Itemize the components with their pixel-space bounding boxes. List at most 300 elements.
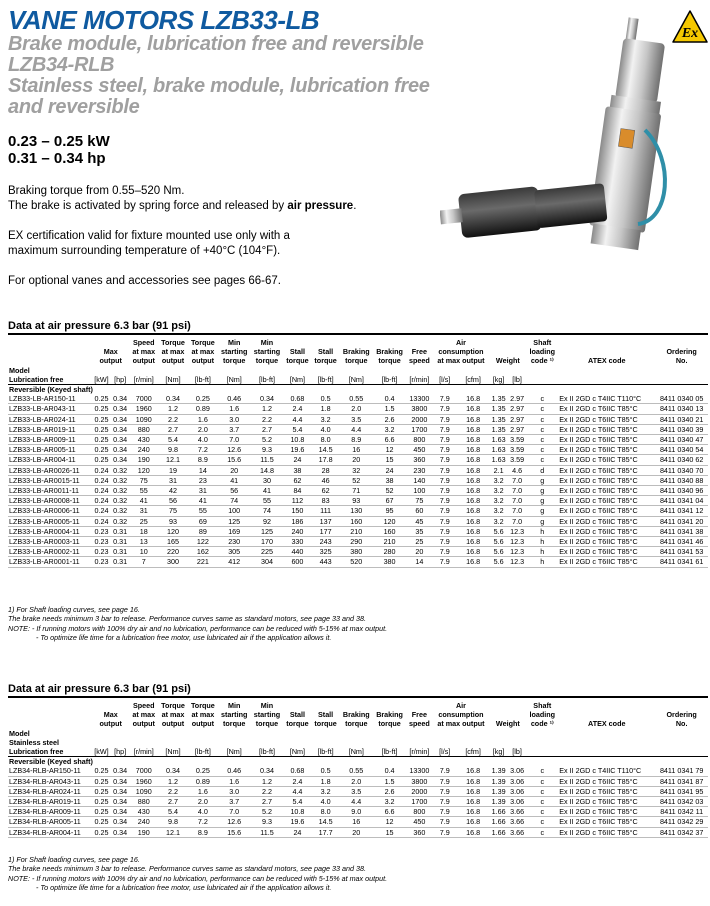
col-braking-lbft: Braking torque [376,347,403,366]
table-cell: 111 [312,506,340,516]
table-cell: LZB33-LB-AR0026-11 [8,465,92,475]
note-lubricated-air: - To optimize life time for a lubrication free motor, use lubricated air if the application allows it. [36,633,332,643]
table-cell: 16.8 [457,537,489,547]
table-cell: c [526,797,558,807]
table-cell: 7.9 [433,424,457,434]
table-cell: 23 [188,475,218,485]
table-cell: 12 [373,817,406,827]
table-cell: 8411 0341 95 [655,786,708,796]
table-cell: 3.2 [312,414,340,424]
table-cell: 16.8 [457,506,489,516]
table-cell: 55 [188,506,218,516]
table-cell: LZB33-LB-AR043-11 [8,404,92,414]
table-row [8,547,708,557]
table-cell: 190 [129,827,158,837]
col-free-speed: Free speed [408,347,430,366]
table-cell: 3.2 [489,486,508,496]
table-cell: 2.7 [251,797,284,807]
table-cell: 25 [129,516,158,526]
table-cell: 1.6 [188,786,218,796]
table-cell: 0.34 [111,797,130,807]
table-cell: 41 [129,496,158,506]
table-cell: 4.4 [283,786,311,796]
col-atex: ATEX code [588,719,626,729]
table-cell: 0.34 [111,807,130,817]
table-cell: 1090 [129,786,158,796]
table-cell: 0.31 [111,557,130,567]
col-max-output: Max output [99,710,122,729]
table-cell: 2.0 [188,424,218,434]
table-cell: 5.2 [251,435,284,445]
table-cell: 0.24 [92,486,111,496]
table-cell: 5.6 [489,547,508,557]
table-cell: c [526,455,558,465]
table-cell: Ex II 2GD c T6IIC T85°C [558,475,655,485]
table-cell: 7.9 [433,786,457,796]
table-cell: 16.8 [457,807,489,817]
table1-units-row: Model Lubrication free [kW] [hp] [r/min] [Nm] [lb-ft] [Nm] [lb-ft] [Nm] [lb-ft] [Nm] [lb-ft] [r/min] [l/s] [cfm] [kg] [lb] [8,366,708,385]
table-cell: 3.2 [312,786,340,796]
table-cell: 7.9 [433,486,457,496]
table-cell: 0.24 [92,475,111,485]
table-cell: 240 [283,526,311,536]
table-cell: 3800 [406,404,432,414]
table-cell: 0.25 [92,776,111,786]
description-accessories: For optional vanes and accessories see pages 66-67. [8,275,281,287]
table-cell: 0.23 [92,537,111,547]
table-cell: 0.25 [92,797,111,807]
table-cell: 7.9 [433,817,457,827]
table-cell: 3.5 [340,414,373,424]
table-cell: 7.9 [433,506,457,516]
table-cell: 0.25 [92,404,111,414]
table-cell: 10.8 [283,807,311,817]
table-cell: 16.8 [457,797,489,807]
table-cell: 7.9 [433,455,457,465]
table-row [8,475,708,485]
table-cell: 0.25 [92,414,111,424]
table-cell: 3.2 [489,506,508,516]
table-cell: 112 [283,496,311,506]
table-cell: g [526,486,558,496]
table-cell: 12.3 [508,557,527,567]
table-cell: 93 [158,516,188,526]
col-min-start-nm: Min starting torque [221,701,248,729]
table1-body [8,385,708,568]
table-cell: 16.8 [457,557,489,567]
table-cell: Ex II 2GD c T6IIC T85°C [558,516,655,526]
table-cell: 210 [373,537,406,547]
table-cell: 15.6 [218,455,251,465]
table-cell: 16.8 [457,827,489,837]
table-cell: LZB33-LB-AR0006-11 [8,506,92,516]
table-cell: 3.0 [218,786,251,796]
table-cell: 19.6 [283,817,311,827]
table-cell: 7.9 [433,557,457,567]
table-cell: 16.8 [457,486,489,496]
table-cell: 16.8 [457,516,489,526]
table-cell: 412 [218,557,251,567]
table-row [8,807,708,817]
col-min-start-lbft: Min starting torque [253,338,281,366]
table-cell: 7.9 [433,776,457,786]
table-cell: 2.97 [508,414,527,424]
table-cell: LZB33-LB-AR150-11 [8,394,92,404]
table-cell: 31 [129,506,158,516]
table-cell: 0.34 [111,817,130,827]
table-cell: 0.34 [111,786,130,796]
product-image [440,10,670,280]
col-free-speed: Free speed [408,710,430,729]
table-cell: Ex II 2GD c T6IIC T85°C [558,414,655,424]
table-cell: 0.34 [111,414,130,424]
table-cell: 8411 0340 47 [655,435,708,445]
col-ordering: Ordering No. [666,347,697,366]
table-cell: 2.0 [188,797,218,807]
table-cell: 1.63 [489,445,508,455]
table-cell: 0.32 [111,516,130,526]
table-cell: LZB34-RLB-AR004-11 [8,827,92,837]
table-cell: 41 [218,475,251,485]
table-cell: 120 [158,526,188,536]
table-cell: 8411 0340 05 [655,394,708,404]
table-cell: 16.8 [457,455,489,465]
table-cell: 13300 [406,766,432,776]
table-row [8,797,708,807]
table-cell: 600 [283,557,311,567]
braking-torque-text: Braking torque from 0.55–520 Nm. [8,185,185,197]
col-torque-lbft: Torque at max output [190,701,215,729]
table-cell: 330 [283,537,311,547]
table-cell: 120 [373,516,406,526]
table-cell: 125 [218,516,251,526]
table-cell: 12.3 [508,537,527,547]
table-cell: Ex II 2GD c T4IIC T110°C [558,766,655,776]
table-cell: 100 [406,486,432,496]
table-cell: 3800 [406,776,432,786]
note-brake-release: The brake needs minimum 3 bar to release. Performance curves same as standard motors, see page 33 and 38. [8,864,366,874]
table1-notes [8,605,387,643]
table-cell: 7000 [129,766,158,776]
table-cell: LZB33-LB-AR005-11 [8,445,92,455]
table-cell: 1.39 [489,776,508,786]
table-cell: c [526,807,558,817]
table-cell: 74 [251,506,284,516]
table-cell: 3.7 [218,797,251,807]
table-cell: LZB33-LB-AR0005-11 [8,516,92,526]
table-cell: 52 [340,475,373,485]
table-cell: Ex II 2GD c T6IIC T85°C [558,424,655,434]
table-cell: 1.39 [489,797,508,807]
col-braking-nm: Braking torque [342,710,370,729]
table-cell: Ex II 2GD c T6IIC T85°C [558,537,655,547]
table-cell: 8411 0340 70 [655,465,708,475]
note-shaft-loading: 1) For Shaft loading curves, see page 16. [8,855,140,864]
table-cell: LZB34-RLB-AR009-11 [8,807,92,817]
table-row [8,404,708,414]
table-cell: 16.8 [457,404,489,414]
table-cell: 0.34 [158,766,188,776]
table-cell: 16.8 [457,766,489,776]
table-cell: 7.9 [433,465,457,475]
table-cell: 7000 [129,394,158,404]
table-cell: LZB34-RLB-AR150-11 [8,766,92,776]
table-cell: 24 [373,465,406,475]
table-cell: 0.34 [111,394,130,404]
table-cell: LZB34-RLB-AR043-11 [8,776,92,786]
table-row [8,516,708,526]
col-speed: Speed at max output [132,338,156,366]
table-cell: 69 [188,516,218,526]
table-cell: 0.25 [92,424,111,434]
table-cell: 8411 0341 38 [655,526,708,536]
table-cell: 360 [406,827,432,837]
table-cell: 7.0 [508,496,527,506]
table-cell: 1.5 [373,776,406,786]
table2-notes [8,855,387,893]
table-cell: 450 [406,817,432,827]
table-cell: 16.8 [457,496,489,506]
table-cell: 7.0 [218,807,251,817]
table-cell: 0.89 [188,776,218,786]
table-cell: 8411 0340 62 [655,455,708,465]
col-torque-nm: Torque at max output [161,338,185,366]
table-cell: 2.2 [158,414,188,424]
subtitle-line-2: LZB34-RLB [8,54,115,76]
table-cell: LZB33-LB-AR0003-11 [8,537,92,547]
model-label: Model Stainless steel Lubrication free [8,729,92,757]
table-cell: 8411 0340 21 [655,414,708,424]
table-cell: h [526,547,558,557]
table-cell: 10 [129,547,158,557]
table-cell: 0.24 [92,496,111,506]
table-cell: 7.9 [433,537,457,547]
table-cell: 290 [340,537,373,547]
table-cell: 0.34 [111,445,130,455]
table-cell: 4.6 [508,465,527,475]
table-row [8,394,708,404]
table1-section-title: Data at air pressure 6.3 bar (91 psi) [8,320,191,332]
table-cell: 1.35 [489,414,508,424]
col-braking-lbft: Braking torque [376,710,403,729]
table-cell: 360 [406,455,432,465]
table-cell: 16 [340,445,373,455]
col-stall-lbft: Stall torque [314,347,337,366]
table-cell: 2.2 [251,414,284,424]
table-cell: 93 [340,496,373,506]
table-cell: 67 [373,496,406,506]
table-cell: LZB33-LB-AR004-11 [8,455,92,465]
table2-group-row: Reversible (Keyed shaft) [9,757,93,767]
table-cell: 0.46 [218,766,251,776]
table-cell: 7.9 [433,435,457,445]
table-cell: 0.31 [111,526,130,536]
table-cell: 1.63 [489,455,508,465]
power-kw: 0.23 – 0.25 kW [8,133,110,150]
table-cell: 16.8 [457,394,489,404]
table-cell: LZB34-RLB-AR019-11 [8,797,92,807]
table-cell: 880 [129,797,158,807]
table-cell: c [526,424,558,434]
table-cell: 28 [312,465,340,475]
table-cell: 280 [373,547,406,557]
table-cell: 5.4 [283,424,311,434]
table-cell: 0.25 [92,435,111,445]
table-cell: 122 [188,537,218,547]
table-cell: 7.9 [433,827,457,837]
table-cell: Ex II 2GD c T6IIC T85°C [558,496,655,506]
table-cell: 2.97 [508,394,527,404]
table-cell: 30 [251,475,284,485]
table-cell: 13 [129,537,158,547]
table-cell: LZB33-LB-AR0008-11 [8,496,92,506]
table-cell: 3.2 [489,475,508,485]
table-cell: 8.9 [188,455,218,465]
table-cell: 12.6 [218,817,251,827]
table-row [8,557,708,567]
table-cell: 41 [251,486,284,496]
table-cell: 1.35 [489,404,508,414]
table-cell: 3.06 [508,776,527,786]
table-cell: 186 [283,516,311,526]
table-cell: 75 [129,475,158,485]
table-cell: 2.4 [283,776,311,786]
table-cell: 140 [406,475,432,485]
table-cell: 12.1 [158,827,188,837]
table-cell: 8411 0341 79 [655,766,708,776]
table-cell: 7.9 [433,414,457,424]
table-cell: 24 [283,455,311,465]
table-cell: 10.8 [283,435,311,445]
table-row [8,414,708,424]
col-shaft-loading: Shaft loading code ¹⁾ [529,338,556,366]
table-cell: 2.7 [158,424,188,434]
table-cell: 9.8 [158,817,188,827]
table2-top-rule [8,696,708,698]
table-cell: 243 [312,537,340,547]
table-cell: 0.31 [111,537,130,547]
table-cell: 800 [406,435,432,445]
table-row [8,786,708,796]
table-cell: 7.9 [433,766,457,776]
table-row [8,496,708,506]
col-stall-nm: Stall torque [286,347,309,366]
subtitle-line-3: Stainless steel, brake module, lubrication free [8,75,430,97]
table-cell: h [526,537,558,547]
table-cell: 3.7 [218,424,251,434]
table-cell: 325 [312,547,340,557]
table-cell: 3.5 [340,786,373,796]
table-cell: 7.2 [188,817,218,827]
table-cell: 0.25 [92,394,111,404]
table-cell: g [526,475,558,485]
table-cell: 9.0 [340,807,373,817]
table-cell: 0.32 [111,496,130,506]
table-cell: 2.7 [158,797,188,807]
table-cell: 3.06 [508,797,527,807]
table-cell: 0.23 [92,547,111,557]
table-cell: d [526,465,558,475]
table-cell: 20 [218,465,251,475]
note-dry-air: NOTE: - If running motors with 100% dry air and no lubrication, performance can be reduced with 5-15% at max output. [8,623,388,633]
table-cell: 6.6 [373,807,406,817]
table-cell: 5.6 [489,557,508,567]
table-cell: 225 [251,547,284,557]
table-cell: 240 [129,817,158,827]
table-cell: c [526,404,558,414]
table-cell: 15 [373,827,406,837]
table-cell: 1.39 [489,786,508,796]
table-cell: 18 [129,526,158,536]
table-cell: c [526,827,558,837]
table2-header-row [8,701,708,729]
table-cell: 2.97 [508,424,527,434]
table-cell: 14.5 [312,817,340,827]
table-cell: 0.25 [92,786,111,796]
atex-ex-icon [672,10,708,44]
col-weight: Weight [495,356,520,366]
table-cell: 56 [218,486,251,496]
table-cell: 14.8 [251,465,284,475]
table-cell: 169 [218,526,251,536]
table-cell: 7.9 [433,797,457,807]
table-cell: 3.0 [218,414,251,424]
table-cell: 32 [340,465,373,475]
table-cell: 0.25 [92,807,111,817]
table-cell: 8.0 [312,807,340,817]
table-cell: 0.34 [111,827,130,837]
table-cell: 55 [251,496,284,506]
table-cell: 14.5 [312,445,340,455]
col-model [8,338,92,366]
table-cell: 17.7 [312,827,340,837]
table-cell: 3.2 [489,516,508,526]
table-cell: c [526,435,558,445]
table-cell: 7.9 [433,445,457,455]
table-cell: LZB33-LB-AR0015-11 [8,475,92,485]
table-cell: Ex II 2GD c T6IIC T85°C [558,506,655,516]
note-shaft-loading: 1) For Shaft loading curves, see page 16. [8,605,140,614]
table-cell: 7.0 [218,435,251,445]
table-cell: 9.8 [158,445,188,455]
data-table-lzb34 [8,701,708,838]
table-cell: 0.32 [111,486,130,496]
table-cell: 0.24 [92,516,111,526]
table-cell: Ex II 2GD c T6IIC T85°C [558,827,655,837]
table-cell: 880 [129,424,158,434]
table-cell: 7.2 [188,445,218,455]
table-cell: 130 [340,506,373,516]
table-cell: 0.25 [92,455,111,465]
table-row [8,506,708,516]
table-cell: 3.59 [508,455,527,465]
table-cell: 1.35 [489,394,508,404]
table-cell: 20 [406,547,432,557]
table-row [8,455,708,465]
table-cell: 95 [373,506,406,516]
table-cell: 16.8 [457,475,489,485]
table-cell: 8411 0340 13 [655,404,708,414]
table-cell: Ex II 2GD c T6IIC T85°C [558,435,655,445]
table-cell: Ex II 2GD c T6IIC T85°C [558,486,655,496]
table-cell: c [526,776,558,786]
table-cell: 160 [340,516,373,526]
table-row [8,766,708,776]
table-cell: 1090 [129,414,158,424]
table-cell: 160 [373,526,406,536]
table-cell: 2.0 [340,404,373,414]
table-cell: 0.24 [92,506,111,516]
